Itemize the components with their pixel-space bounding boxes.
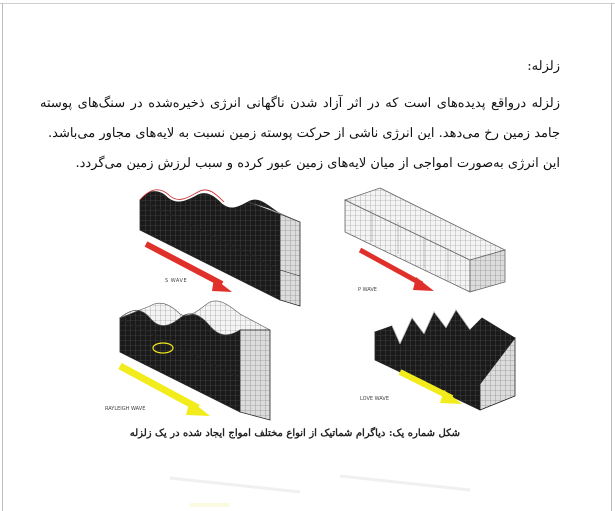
s-wave-diagram bbox=[140, 190, 300, 306]
figure-caption: شکل شماره یک: دیاگرام شماتیک از انواع مختلف امواج ایجاد شده در یک زلزله bbox=[129, 428, 460, 439]
paragraph-line-1: زلزله درواقع پدیده‌های است که در اثر آزاد شدن ناگهانی انرژی ذخیره‌شده در سنگ‌های پوسته bbox=[40, 96, 560, 111]
p-wave-diagram bbox=[345, 188, 505, 292]
paragraph-line-2: جامد زمین رخ می‌دهد. این انرژی ناشی از حرکت پوسته زمین نسبت به لایه‌های مجاور می‌باشد. bbox=[47, 126, 560, 141]
rayleigh-wave-diagram bbox=[120, 301, 270, 420]
p-wave-label: P WAVE bbox=[358, 287, 377, 293]
love-wave-label: LOVE WAVE bbox=[360, 396, 389, 402]
rayleigh-wave-label: RAYLEIGH WAVE bbox=[105, 406, 146, 412]
paragraph-line-3: این انرژی به‌صورت امواجی از میان لایه‌های زمین عبور کرده و سبب لرزش زمین می‌گردد. bbox=[75, 156, 560, 171]
s-wave-label: S WAVE bbox=[165, 278, 188, 284]
faded-next-figure bbox=[170, 476, 470, 505]
section-heading: زلزله: bbox=[527, 59, 560, 74]
love-wave-diagram bbox=[375, 310, 515, 410]
